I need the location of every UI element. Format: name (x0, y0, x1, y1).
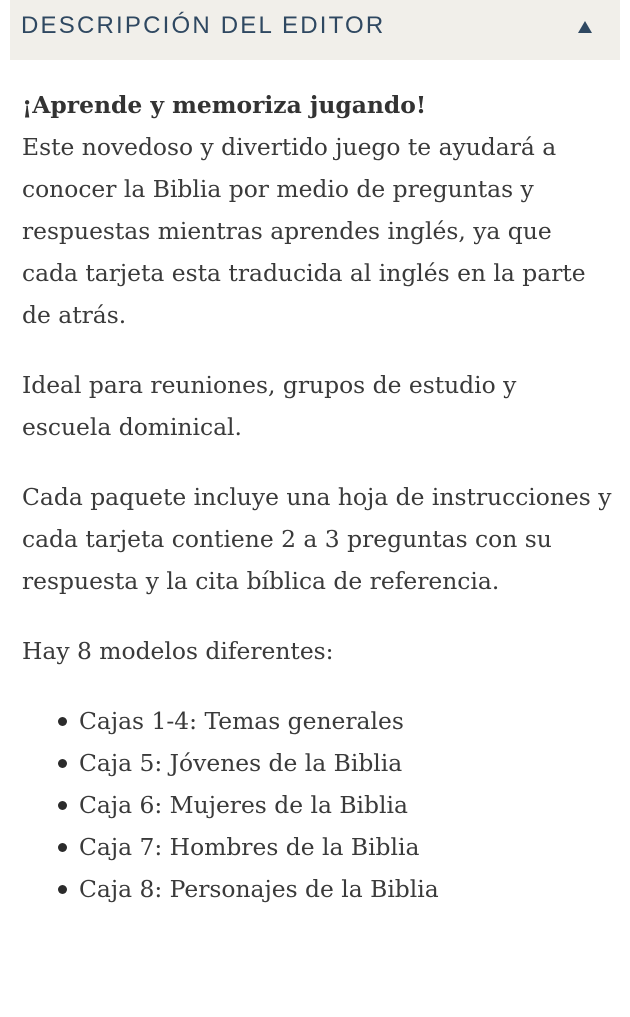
list-item (22, 700, 612, 742)
intro-text: Este novedoso y divertido juego te ayudará a conocer la Biblia por medio de preguntas y respuestas mientras aprendes inglés, ya que cada tarjeta esta traducida al inglés en la parte de atrás. (22, 133, 586, 329)
usage-paragraph: Ideal para reuniones, grupos de estudio y escuela dominical. (22, 371, 517, 441)
bullet-icon (58, 843, 67, 852)
description-body (22, 84, 612, 910)
models-list (22, 700, 612, 910)
bullet-icon (58, 885, 67, 894)
list-item (22, 868, 612, 910)
list-item (22, 826, 612, 868)
caret-up-icon[interactable] (576, 18, 594, 36)
intro-paragraph (22, 84, 612, 336)
list-item-text: Caja 8: Personajes de la Biblia (79, 875, 439, 903)
bullet-icon (58, 801, 67, 810)
publisher-description-header[interactable] (10, 0, 620, 60)
list-item (22, 784, 612, 826)
models-intro: Hay 8 modelos diferentes: (22, 637, 334, 665)
intro-heading: ¡Aprende y memoriza jugando! (22, 91, 427, 119)
package-paragraph: Cada paquete incluye una hoja de instrucciones y cada tarjeta contiene 2 a 3 preguntas con su respuesta y la cita bíblica de referencia. (22, 483, 612, 595)
list-item (22, 742, 612, 784)
bullet-icon (58, 717, 67, 726)
list-item-text: Caja 5: Jóvenes de la Biblia (79, 749, 403, 777)
bullet-icon (58, 759, 67, 768)
list-item-text: Caja 6: Mujeres de la Biblia (79, 791, 408, 819)
list-item-text: Caja 7: Hombres de la Biblia (79, 833, 420, 861)
section-title: DESCRIPCIÓN DEL EDITOR (21, 12, 386, 39)
list-item-text: Cajas 1-4: Temas generales (79, 707, 404, 735)
